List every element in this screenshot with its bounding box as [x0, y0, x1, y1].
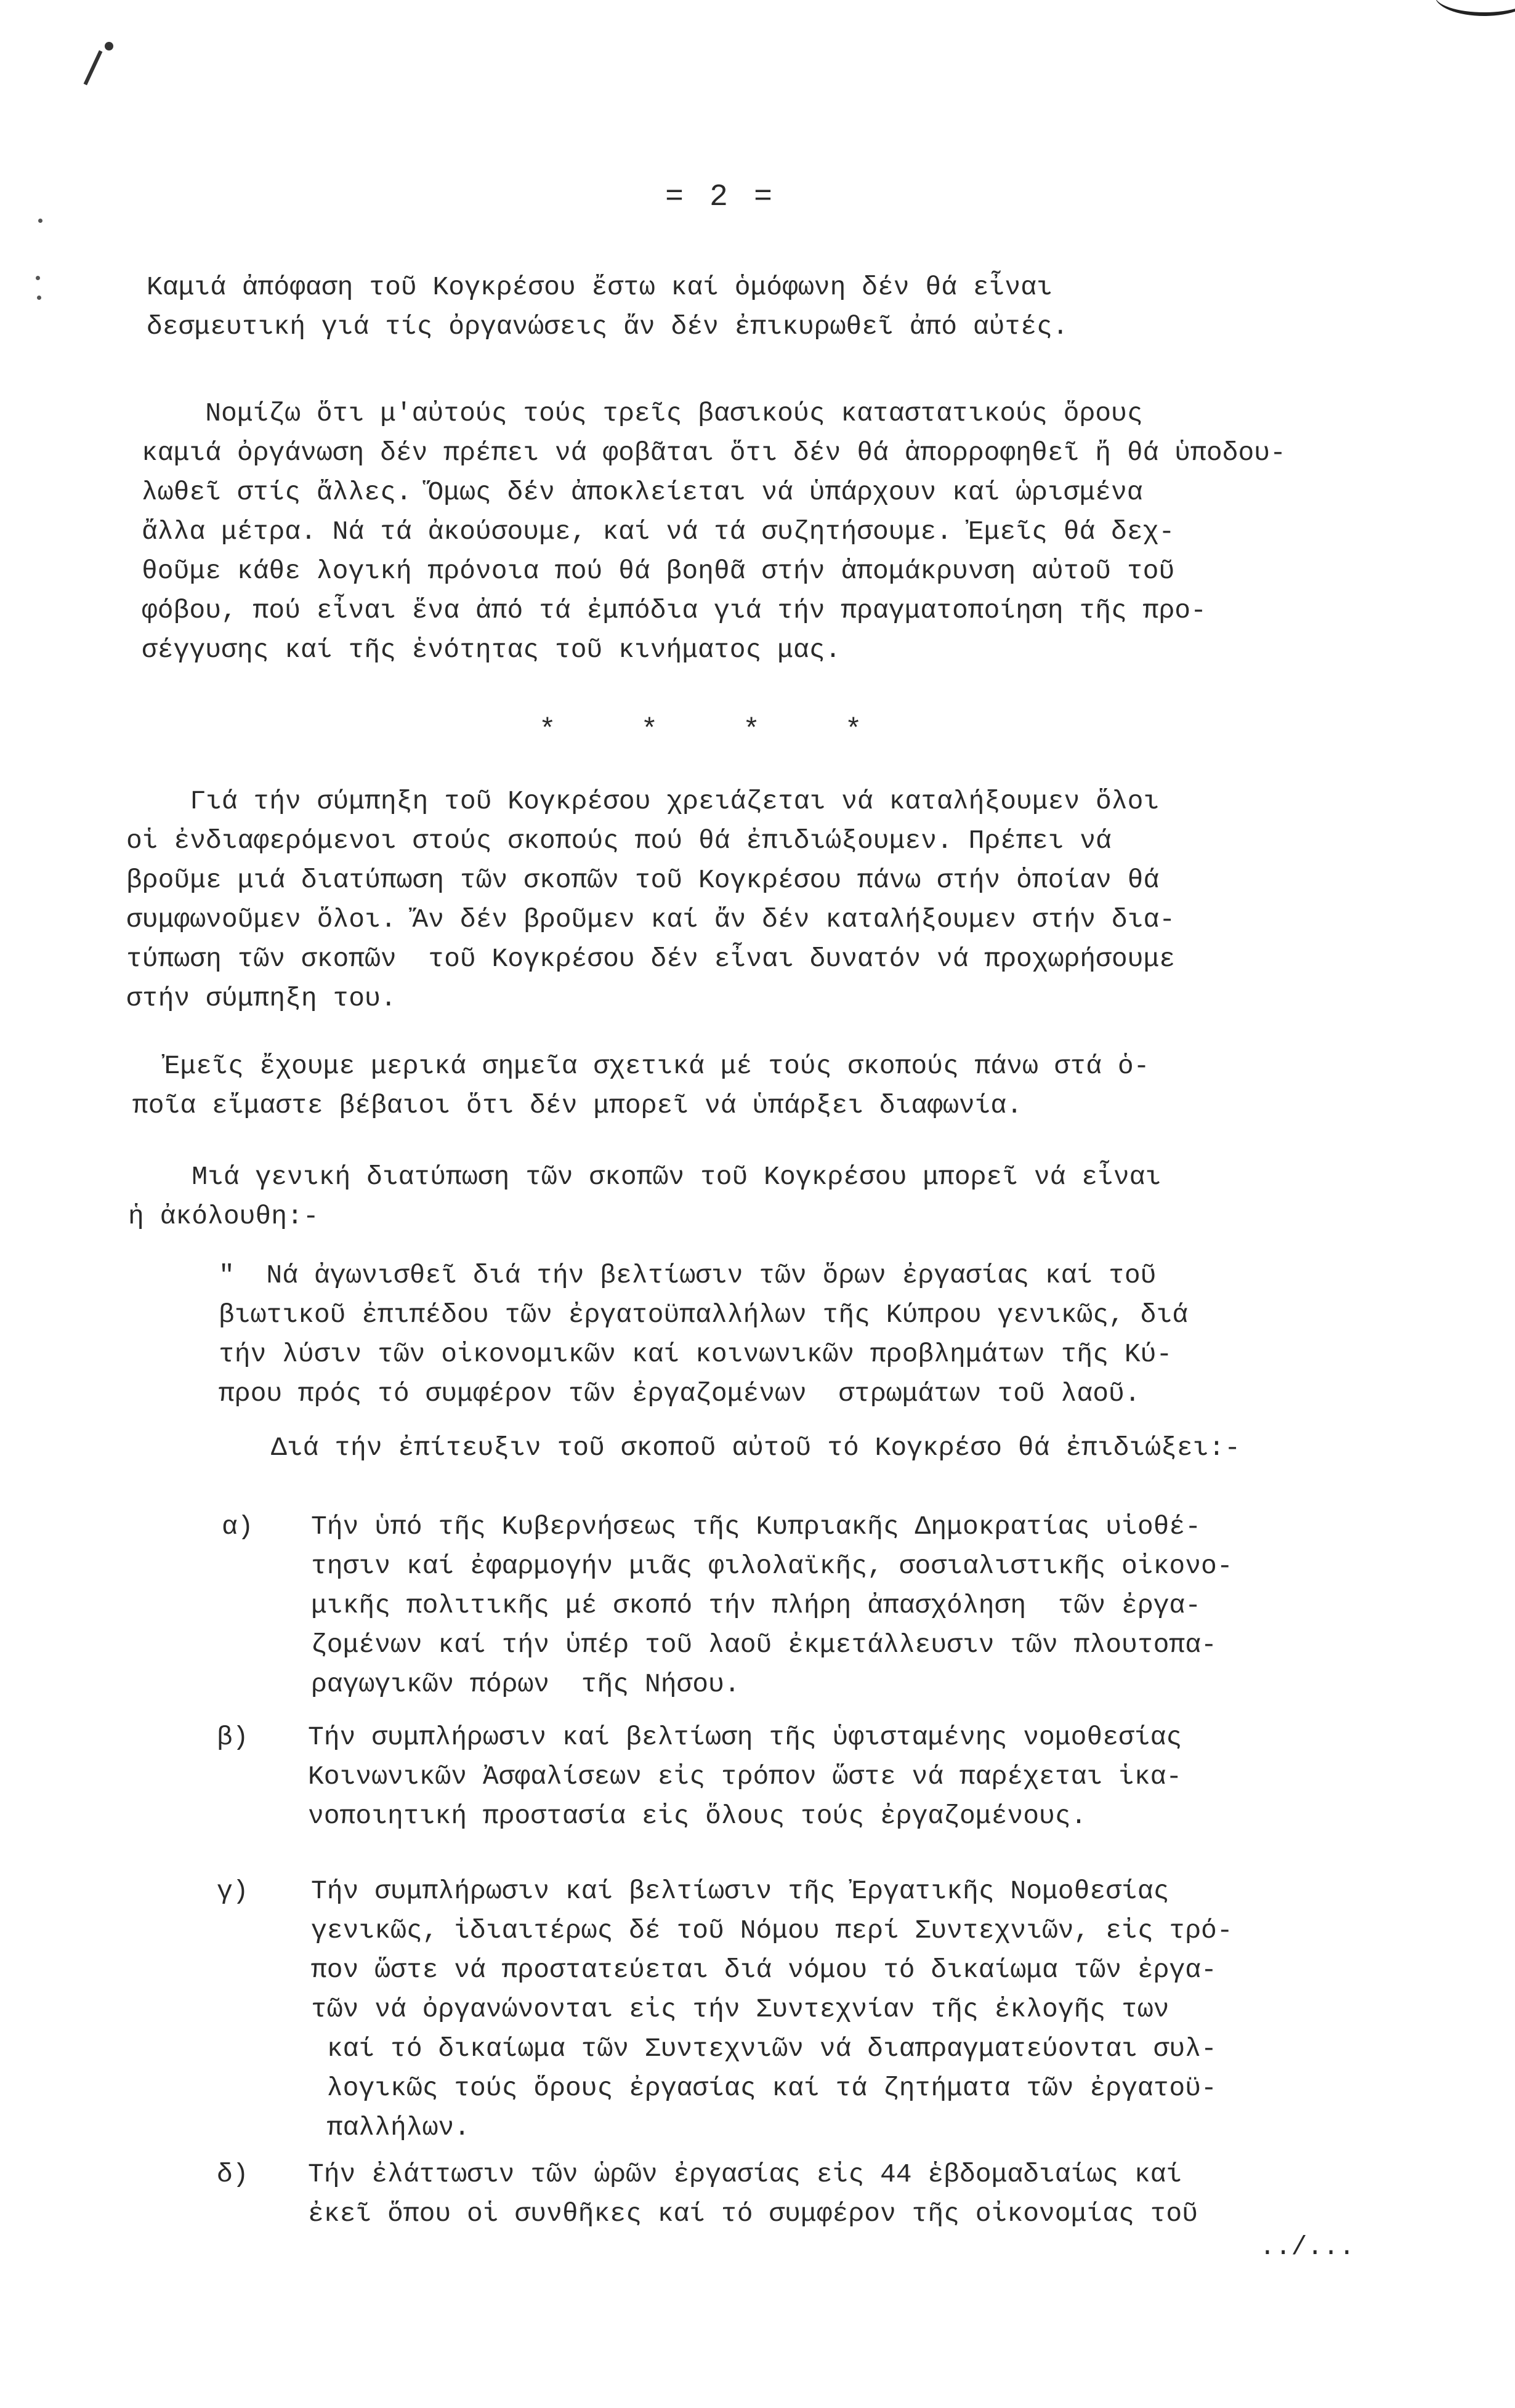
paragraph-objectives-intro: Διά τήν ἐπίτευξιν τοῦ σκοποῦ αὐτοῦ τό Κογκρέσο θά ἐπιδιώξει:- [271, 1433, 1241, 1463]
list-item-label: β) [217, 1722, 249, 1752]
list-item-text: Τήν συμπλήρωσιν καί βελτίωση τῆς ὑφισταμένης νομοθεσίας Κοινωνικῶν Ἀσφαλίσεων εἰς τρόπον ὥστε νά παρέχεται ἱκα- νοποιητική προστασία εἰς ὅλους τούς ἐργαζομένους. [308, 1722, 1182, 1831]
list-item-label: α) [222, 1512, 254, 1542]
speck [36, 276, 40, 280]
quoted-aims: " Νά ἀγωνισθεῖ διά τήν βελτίωσιν τῶν ὅρων ἐργασίας καί τοῦ βιωτικοῦ ἐπιπέδου τῶν ἐργατοϋπαλλήλων τῆς Κύπρου γενικῶς, διά τήν λύσιν τῶν οἰκονομικῶν καί κοινωνικῶν προβλημάτων τῆς Κύ- πρου πρός τό συμφέρον τῶν ἐργαζομένων στρωμάτων τοῦ λαοῦ. [219, 1260, 1189, 1409]
list-item-text: Τήν συμπλήρωσιν καί βελτίωσιν τῆς Ἐργατικῆς Νομοθεσίας γενικῶς, ἰδιαιτέρως δέ τοῦ Νόμου περί Συντεχνιῶν, εἰς τρό- πον ὥστε νά προστατεύεται διά νόμου τό δικαίωμα τῶν ἐργα- τῶν νά ὀργανώνονται εἰς τήν Συντεχνίαν τῆς ἐκλογῆς των καί τό δικαίωμα τῶν Συντεχνιῶν νά διαπραγματεύονται συλ- λογικῶς τούς ὅρους ἐργασίας καί τά ζητήματα τῶν ἐργατοϋ- παλλήλων. [311, 1876, 1233, 2143]
continuation-mark: ../... [1259, 2232, 1355, 2262]
speck [38, 219, 42, 223]
list-item-label: γ) [217, 1876, 249, 1906]
speck [37, 296, 41, 300]
page-number: = 2 = [665, 180, 777, 215]
corner-scribble [1435, 0, 1515, 16]
section-separator: * * * * [539, 714, 862, 746]
list-item-label: δ) [217, 2159, 249, 2189]
pen-mark-dot [105, 42, 113, 50]
paragraph-statutory-terms: Νομίζω ὅτι μ'αὐτούς τούς τρεῖς βασικούς καταστατικούς ὅρους καμιά ὀργάνωση δέν πρέπει νά φοβᾶται ὅτι δέν θά ἀπορροφηθεῖ ἤ θά ὑποδου- λωθεῖ στίς ἄλλες. Ὅμως δέν ἀποκλείεται νά ὑπάρχουν καί ὡρισμένα ἄλλα μέτρα. Νά τά ἀκούσουμε, καί νά τά συζητήσουμε. Ἐμεῖς θά δεχ- θοῦμε κάθε λογική πρόνοια πού θά βοηθᾶ στήν ἀπομάκρυνση αὐτοῦ τοῦ φόβου, πού εἶναι ἕνα ἀπό τά ἐμπόδια γιά τήν πραγματοποίηση τῆς προ- σέγγυσης καί τῆς ἑνότητας τοῦ κινήματος μας. [142, 398, 1286, 665]
paragraph-general-formulation: Μιά γενική διατύπωση τῶν σκοπῶν τοῦ Κογκρέσου μπορεῖ νά εἶναι ἡ ἀκόλουθη:- [128, 1162, 1162, 1231]
paragraph-congress-formation: Γιά τήν σύμπηξη τοῦ Κογκρέσου χρειάζεται νά καταλήξουμεν ὅλοι οἱ ἐνδιαφερόμενοι στούς σκοπούς πού θά ἐπιδιώξουμεν. Πρέπει νά βροῦμε μιά διατύπωση τῶν σκοπῶν τοῦ Κογκρέσου πάνω στήν ὁποίαν θά συμφωνοῦμεν ὅλοι. Ἄν δέν βροῦμεν καί ἄν δέν καταλήξουμεν στήν δια- τύπωση τῶν σκοπῶν τοῦ Κογκρέσου δέν εἶναι δυνατόν νά προχωρήσουμε στήν σύμπηξη του. [126, 786, 1176, 1013]
pen-mark [84, 50, 103, 86]
paragraph-binding-decisions: Καμιά ἀπόφαση τοῦ Κογκρέσου ἔστω καί ὁμόφωνη δέν θά εἶναι δεσμευτική γιά τίς ὀργανώσεις ἄν δέν ἐπικυρωθεῖ ἀπό αὐτές. [147, 272, 1069, 342]
list-item-text: Τήν ἐλάττωσιν τῶν ὡρῶν ἐργασίας εἰς 44 ἑβδομαδιαίως καί ἐκεῖ ὅπου οἱ συνθῆκες καί τό συμφέρον τῆς οἰκονομίας τοῦ [308, 2159, 1198, 2229]
list-item-text: Τήν ὑπό τῆς Κυβερνήσεως τῆς Κυπριακῆς Δημοκρατίας υἱοθέ- τησιν καί ἐφαρμογήν μιᾶς φιλολαϊκῆς, σοσιαλιστικῆς οἰκονο- μικῆς πολιτικῆς μέ σκοπό τήν πλήρη ἀπασχόληση τῶν ἐργα- ζομένων καί τήν ὑπέρ τοῦ λαοῦ ἐκμετάλλευσιν τῶν πλουτοπα- ραγωγικῶν πόρων τῆς Νήσου. [311, 1512, 1233, 1699]
paragraph-points-of-agreement: Ἐμεῖς ἔχουμε μερικά σημεῖα σχετικά μέ τούς σκοπούς πάνω στά ὁ- ποῖα εἴμαστε βέβαιοι ὅτι δέν μπορεῖ νά ὑπάρξει διαφωνία. [132, 1051, 1150, 1121]
